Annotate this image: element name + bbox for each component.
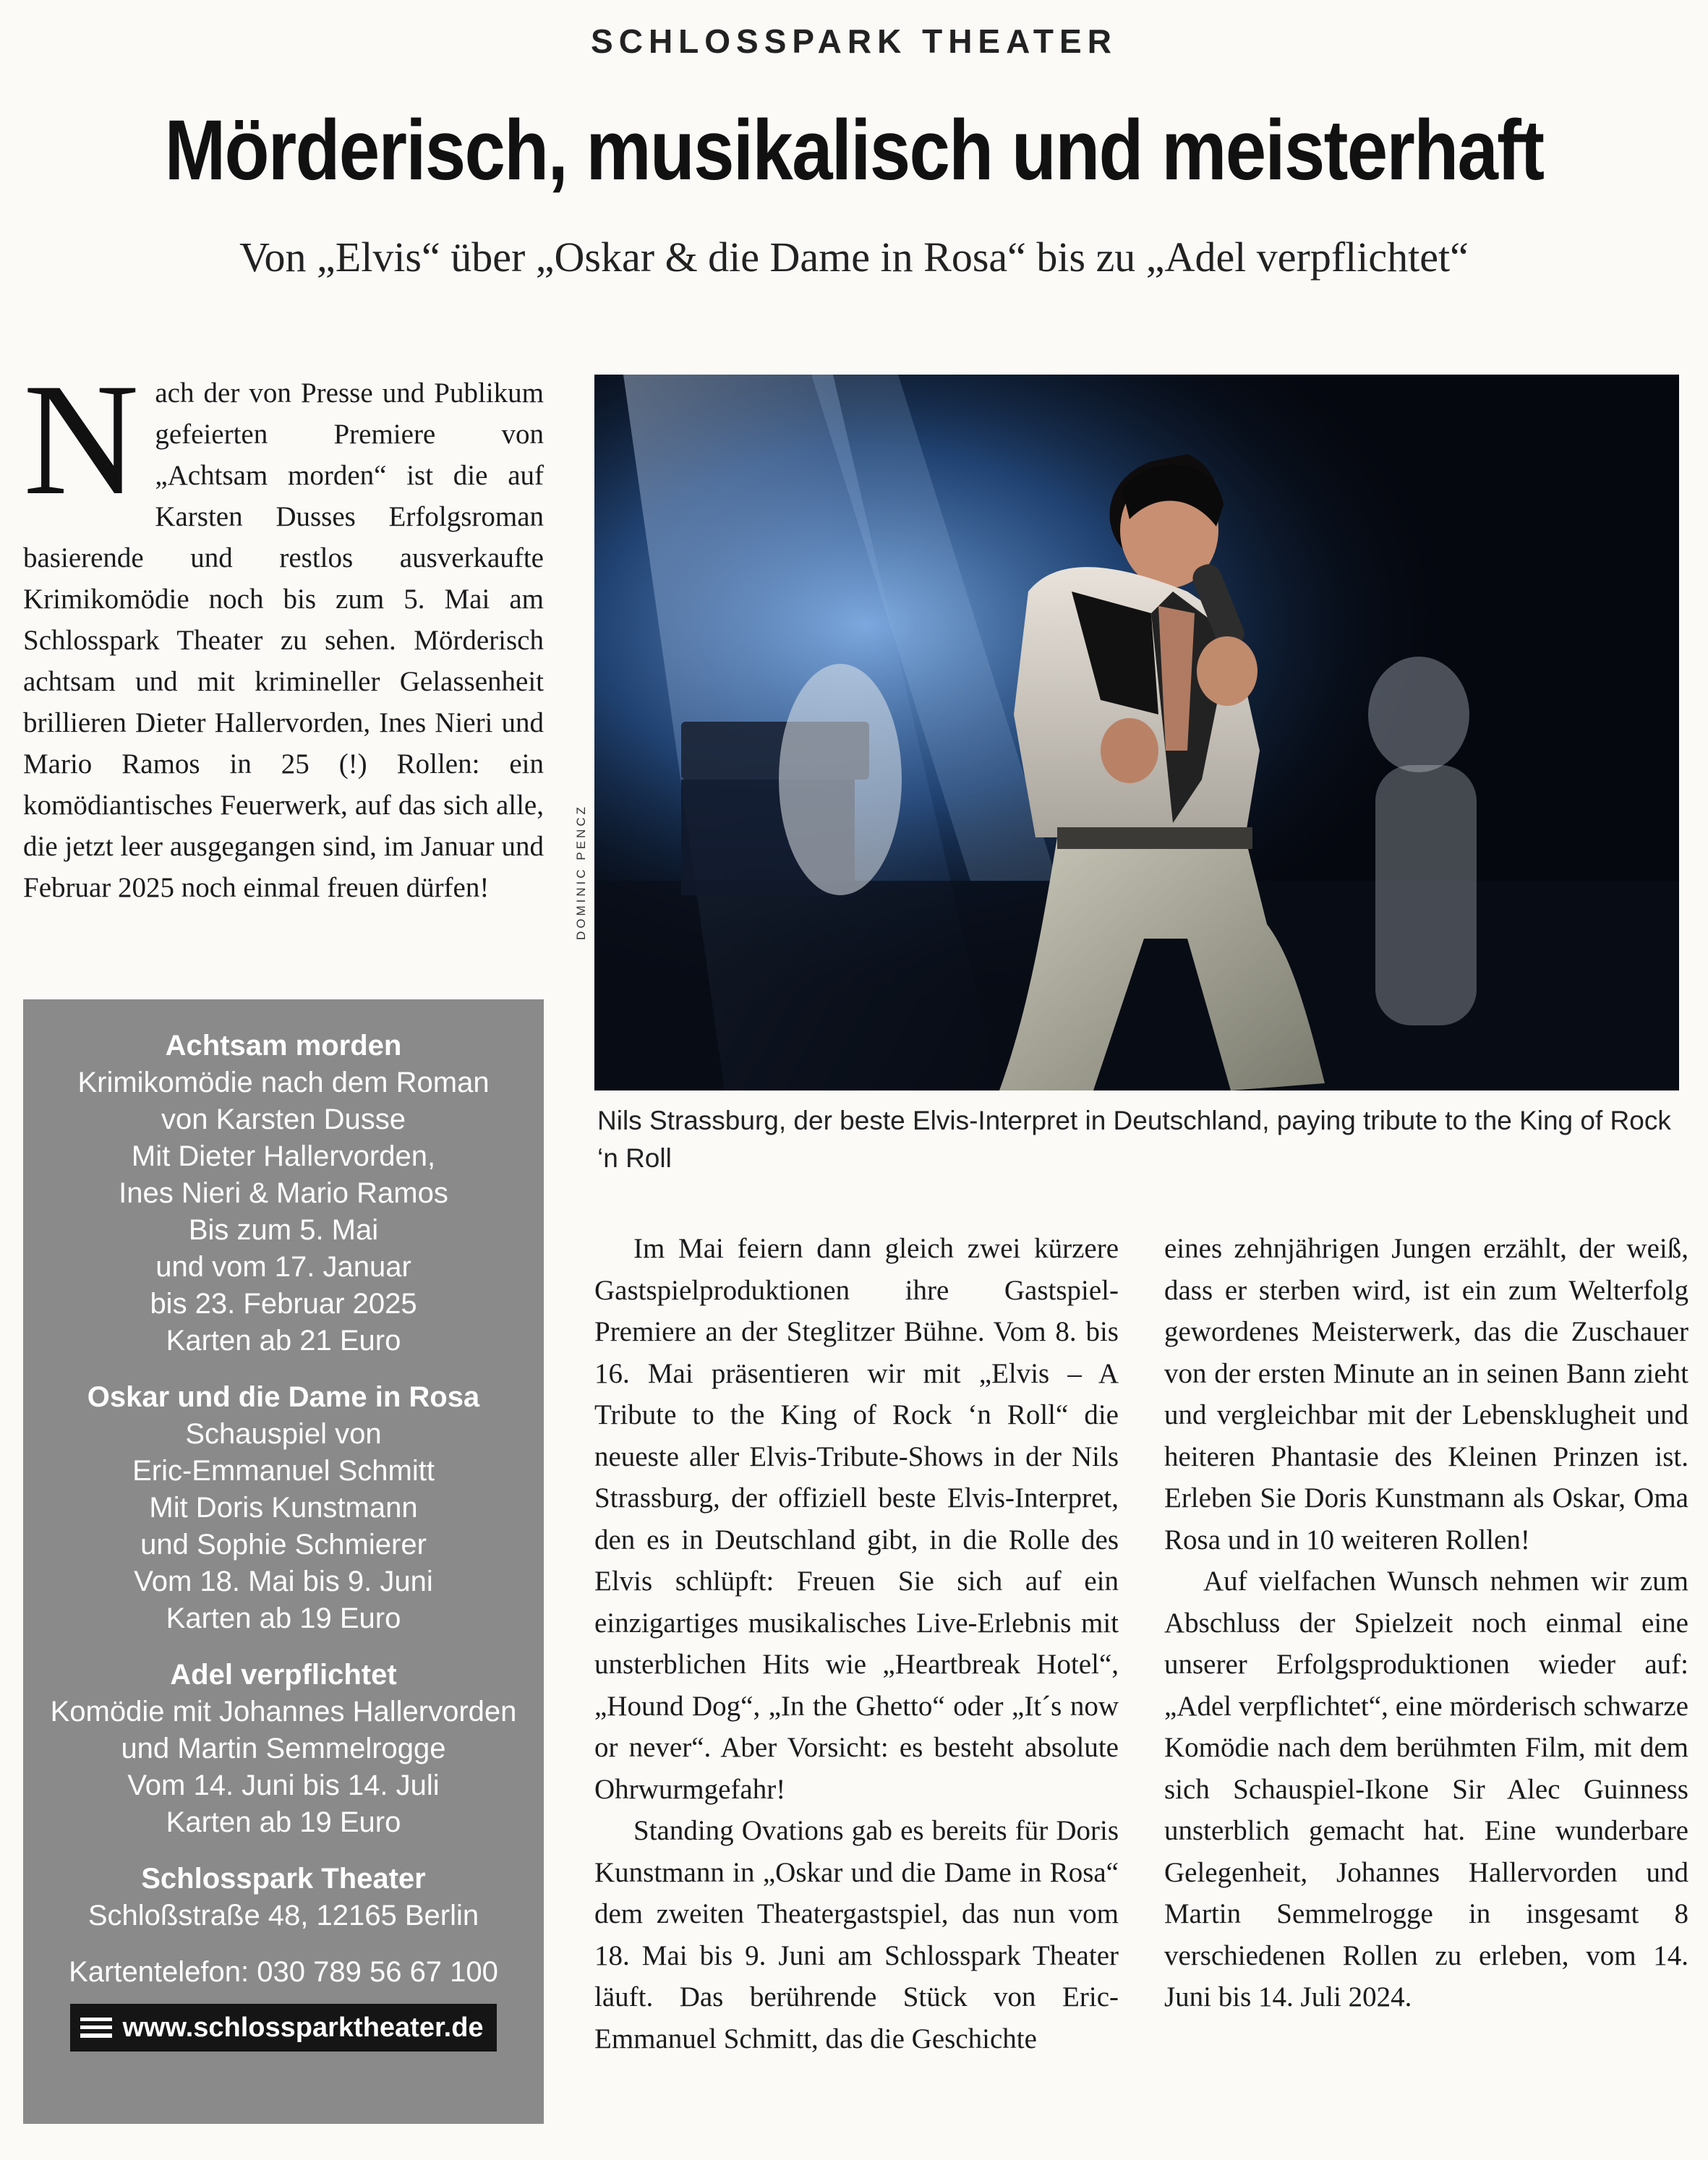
show-line: Komödie mit Johannes Hallervorden	[50, 1696, 517, 1728]
drop-cap: N	[23, 351, 140, 529]
venue-address: Schloßstraße 48, 12165 Berlin	[87, 1900, 479, 1931]
website-link[interactable]	[70, 2004, 496, 2052]
article-column-2	[594, 1228, 1119, 2059]
show-line: von Karsten Dusse	[161, 1104, 406, 1135]
show-line: Mit Doris Kunstmann	[149, 1492, 418, 1524]
subtitle: Von „Elvis“ über „Oskar & die Dame in Rosa“ bis zu „Adel verpflichtet“	[239, 234, 1469, 281]
show-line: und Martin Semmelrogge	[121, 1733, 446, 1764]
intro-text: ach der von Presse und Publikum gefeierten Premiere von „Achtsam morden“ ist die auf Karsten Dusses Erfolgsroman basierende und restlos ausverkaufte Krimikomödie noch bis zum 5. Mai am Schlosspark Theater zu sehen. Mörderisch achtsam und mit krimineller Gelassenheit brillieren Dieter Hallervorden, Ines Nieri und Mario Ramos in 25 (!) Rollen: ein komödiantisches Feuerwerk, auf das sich alle, die jetzt leer ausgegangen sind, im Januar und Februar 2025 noch einmal freuen dürfen!	[23, 377, 544, 903]
show-line: Schauspiel von	[185, 1418, 382, 1450]
article-paragraph: Standing Ovations gab es bereits für Doris Kunstmann in „Oskar und die Dame in Rosa“ dem zweiten Theatergastspiel, das nun vom 18. Mai bis 9. Juni am Schlosspark Theater läuft. Das berührende Stück von Eric-Emmanuel Schmitt, das die Geschichte	[594, 1815, 1119, 2054]
photo-credit: DOMINIC PENCZ	[574, 804, 588, 940]
show-title: Oskar und die Dame in Rosa	[87, 1381, 480, 1413]
show-line: bis 23. Februar 2025	[150, 1288, 417, 1320]
ticket-phone: Kartentelefon: 030 789 56 67 100	[69, 1956, 498, 1988]
show-line: Karten ab 21 Euro	[166, 1325, 401, 1357]
event-info-box	[23, 999, 544, 2124]
show-line: Karten ab 19 Euro	[166, 1602, 401, 1634]
show-line: Ines Nieri & Mario Ramos	[119, 1177, 448, 1209]
show-line: Karten ab 19 Euro	[166, 1806, 401, 1838]
menu-icon	[80, 2018, 112, 2038]
section-kicker: SCHLOSSPARK THEATER	[591, 22, 1117, 60]
article-paragraph: Auf vielfachen Wunsch nehmen wir zum Abschluss der Spielzeit noch einmal eine unserer Erfolgsproduktionen wieder auf: „Adel verpflichtet“, eine mörderisch schwarze Komödie nach dem berühmten Film, mit dem sich Schauspiel-Ikone Sir Alec Guinness unsterblich gemacht hat. Eine wunderbare Gelegenheit, Johannes Hallervorden und Martin Semmelrogge in insgesamt 8 verschiedenen Rollen zu erleben, vom 14. Juni bis 14. Juli 2024.	[1164, 1566, 1688, 2012]
show-line: Bis zum 5. Mai	[188, 1214, 379, 1246]
show-line: Eric-Emmanuel Schmitt	[132, 1455, 435, 1487]
show-title: Adel verpflichtet	[170, 1659, 397, 1691]
show-line: Vom 14. Juni bis 14. Juli	[127, 1770, 440, 1801]
show-adel-verpflichtet	[23, 1656, 544, 1841]
intro-paragraph	[23, 351, 544, 908]
venue	[23, 1860, 544, 1934]
stage-photo-illustration	[594, 375, 1679, 1090]
show-line: Vom 18. Mai bis 9. Juni	[134, 1566, 433, 1597]
show-line: und vom 17. Januar	[155, 1251, 411, 1283]
show-line: Mit Dieter Hallervorden,	[131, 1140, 436, 1172]
headline: Mörderisch, musikalisch und meisterhaft	[164, 103, 1544, 198]
article-paragraph: Im Mai feiern dann gleich zwei kürzere Gastspielproduktionen ihre Gastspiel-Premiere an der Steglitzer Bühne. Vom 8. bis 16. Mai präsentieren wir mit „Elvis – A Tribute to the King of Rock ‘n Roll“ die neueste aller Elvis-Tribute-Shows in der Nils Strassburg, der offiziell beste Elvis-Interpret, den es in Deutschland gibt, in die Rolle des Elvis schlüpft: Freuen Sie sich auf ein einzigartiges musikalisches Live-Erlebnis mit unsterblichen Hits wie „Heartbreak Hotel“, „Hound Dog“, „In the Ghetto“ oder „It´s now or never“. Aber Vorsicht: es besteht absolute Ohrwurmgefahr!	[594, 1233, 1119, 1805]
website-url: www.schlossparktheater.de	[122, 2012, 484, 2043]
show-title: Achtsam morden	[165, 1030, 402, 1062]
show-achtsam-morden	[23, 1027, 544, 1359]
photo-caption: Nils Strassburg, der beste Elvis-Interpret in Deutschland, paying tribute to the King of Rock ‘n Roll	[597, 1106, 1671, 1173]
elvis-performer-photo	[594, 375, 1679, 1090]
venue-name: Schlosspark Theater	[141, 1863, 426, 1895]
article-paragraph: eines zehnjährigen Jungen erzählt, der weiß, dass er sterben wird, ist ein zum Welterfolg gewordenes Meisterwerk, das die Zuschauer von der ersten Minute an in seinen Bann zieht und vergleichbar mit der Lebensklugheit und heiteren Phantasie des Kleinen Prinzen ist. Erleben Sie Doris Kunstmann als Oskar, Oma Rosa und in 10 weiteren Rollen!	[1164, 1233, 1688, 1555]
show-line: und Sophie Schmierer	[140, 1529, 427, 1561]
article-column-3	[1164, 1228, 1688, 2018]
show-oskar	[23, 1378, 544, 1637]
show-line: Krimikomödie nach dem Roman	[77, 1067, 490, 1098]
